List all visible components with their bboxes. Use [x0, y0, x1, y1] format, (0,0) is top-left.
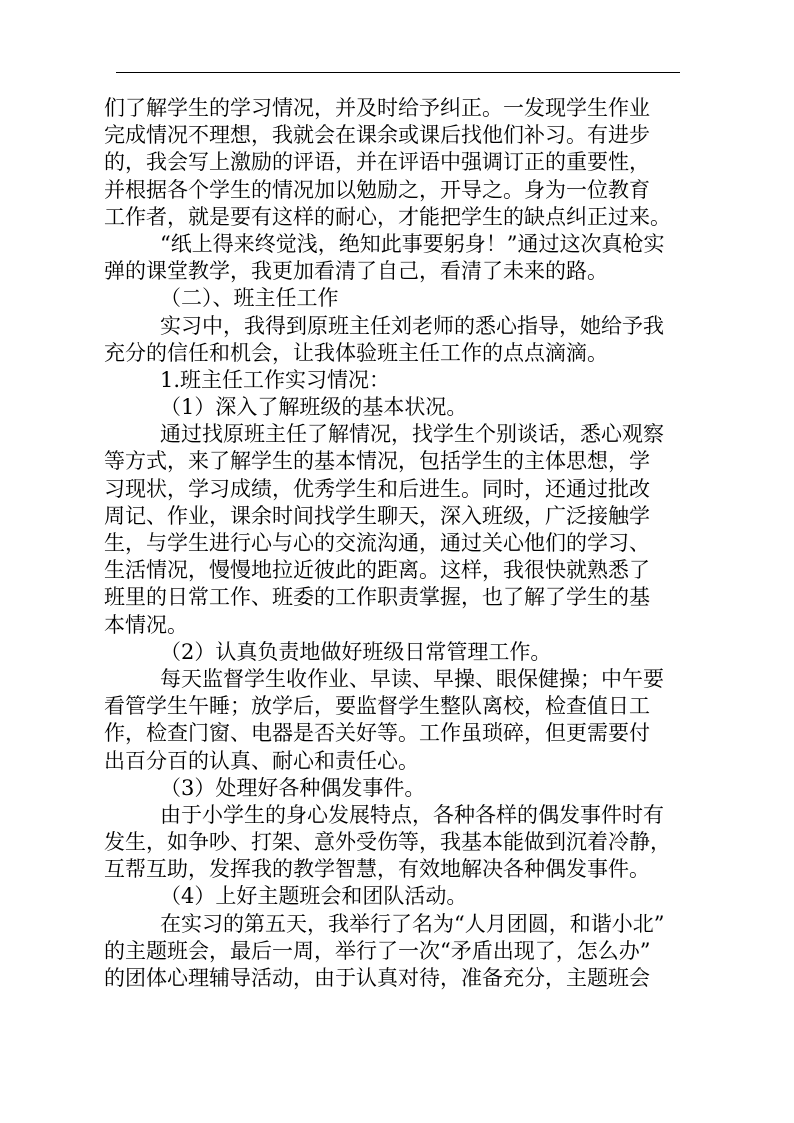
text-line: 互帮互助，发挥我的教学智慧，有效地解决各种偶发事件。: [104, 857, 650, 882]
text-line: 习现状，学习成绩，优秀学生和后进生。同时，还通过批改: [104, 476, 650, 501]
text-line: 周记、作业，课余时间找学生聊天，深入班级，广泛接触学: [104, 503, 650, 528]
text-line: 并根据各个学生的情况加以勉励之，开导之。身为一位教育: [104, 177, 650, 202]
text-line: （二）、班主任工作: [160, 286, 339, 311]
text-line: 生活情况，慢慢地拉近彼此的距离。这样，我很快就熟悉了: [104, 558, 650, 583]
text-line: “纸上得来终觉浅，绝知此事要躬身！”通过这次真枪实: [160, 231, 665, 256]
text-line: 班里的日常工作、班委的工作职责掌握，也了解了学生的基: [104, 585, 650, 610]
text-line: 的，我会写上激励的评语，并在评语中强调订正的重要性，: [104, 150, 650, 175]
text-line: 1.班主任工作实习情况：: [160, 367, 391, 392]
text-line: 在实习的第五天，我举行了名为“人月团圆，和谐小北”: [160, 911, 665, 936]
text-line: 的团体心理辅导活动，由于认真对待，准备充分，主题班会: [104, 966, 650, 990]
text-line: 等方式，来了解学生的基本情况，包括学生的主体思想，学: [104, 449, 650, 474]
document-body: [104, 95, 684, 992]
text-line: 实习中，我得到原班主任刘老师的悉心指导，她给予我: [160, 313, 664, 338]
text-line: 工作者，就是要有这样的耐心，才能把学生的缺点纠正过来。: [104, 204, 671, 229]
text-line: 看管学生午睡；放学后，要监督学生整队离校，检查值日工: [104, 694, 650, 719]
text-line: 们了解学生的学习情况，并及时给予纠正。一发现学生作业: [104, 96, 650, 120]
text-line: 出百分百的认真、耐心和责任心。: [104, 748, 419, 773]
text-line: 发生，如争吵、打架、意外受伤等，我基本能做到沉着冷静，: [104, 830, 671, 855]
text-line: 的主题班会，最后一周，举行了一次“矛盾出现了，怎么办”: [104, 938, 651, 963]
text-line: 本情况。: [104, 612, 188, 637]
text-line: 完成情况不理想，我就会在课余或课后找他们补习。有进步: [104, 123, 650, 148]
text-line: 作，检查门窗、电器是否关好等。工作虽琐碎，但更需要付: [104, 721, 650, 746]
text-line: （2）认真负责地做好班级日常管理工作。: [160, 639, 552, 664]
text-line: （3）处理好各种偶发事件。: [160, 775, 426, 800]
text-line: 充分的信任和机会，让我体验班主任工作的点点滴滴。: [104, 340, 608, 365]
text-line: 每天监督学生收作业、早读、早操、眼保健操；中午要: [160, 666, 664, 691]
text-line: 弹的课堂教学，我更加看清了自己，看清了未来的路。: [104, 259, 608, 284]
text-line: 由于小学生的身心发展特点，各种各样的偶发事件时有: [160, 802, 664, 827]
text-line: （1）深入了解班级的基本状况。: [160, 395, 468, 420]
header-rule: [116, 72, 680, 73]
text-line: （4）上好主题班会和团队活动。: [160, 884, 468, 909]
text-line: 生，与学生进行心与心的交流沟通，通过关心他们的学习、: [104, 531, 650, 555]
text-line: 通过找原班主任了解情况，找学生个别谈话，悉心观察: [160, 422, 664, 447]
